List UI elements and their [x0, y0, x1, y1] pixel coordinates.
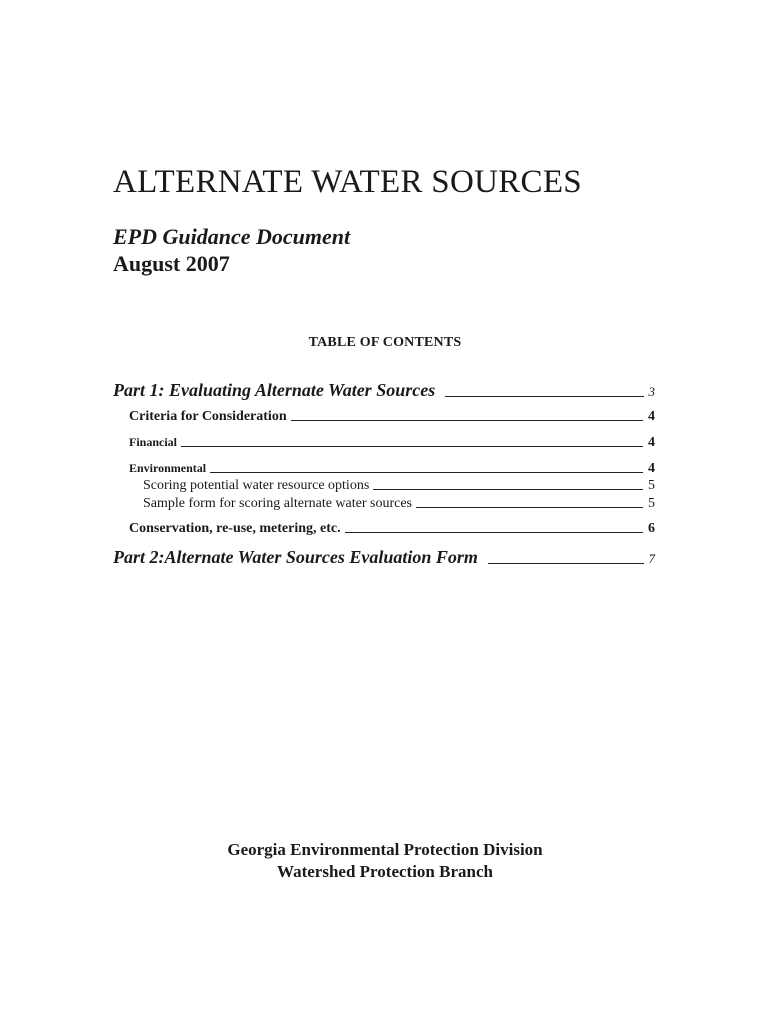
- toc-entry-page: 5: [648, 496, 655, 511]
- toc-entry-criteria: [129, 409, 655, 425]
- toc-entry-label: Financial: [129, 435, 178, 449]
- toc-heading: TABLE OF CONTENTS: [308, 335, 462, 350]
- toc-entry-page: 6: [648, 521, 655, 536]
- toc-leader-line: [488, 562, 644, 564]
- toc-entry-scoring: [143, 478, 655, 494]
- toc-leader-line: [291, 419, 643, 421]
- toc-entry-page: 5: [648, 478, 655, 493]
- toc-entry-financial: [129, 435, 655, 451]
- toc-entry-part-2: [113, 547, 655, 568]
- toc-entry-label: Conservation, re-use, metering, etc.: [129, 521, 341, 536]
- toc-entry-part-1: [113, 380, 655, 401]
- toc-leader-line: [345, 531, 643, 533]
- toc-entry-page: 3: [648, 384, 655, 399]
- toc-entry-page: 4: [648, 435, 655, 450]
- toc-leader-line: [181, 445, 643, 447]
- toc-leader-line: [373, 488, 643, 490]
- toc-leader-line: [210, 471, 643, 473]
- toc-entry-label: Sample form for scoring alternate water sources: [143, 496, 413, 511]
- document-title: ALTERNATE WATER SOURCES: [113, 164, 582, 200]
- toc-entry-conservation: [129, 521, 655, 537]
- footer-organization: Georgia Environmental Protection Division: [227, 840, 543, 859]
- toc-entry-page: 7: [648, 551, 655, 566]
- toc-entry-label: Part 2:Alternate Water Sources Evaluation Form: [113, 547, 478, 567]
- toc-entry-environmental: [129, 461, 655, 477]
- toc-entry-page: 4: [648, 409, 655, 424]
- document-subtitle: EPD Guidance Document: [113, 224, 351, 249]
- toc-entry-sample-form: [143, 496, 655, 512]
- toc-entry-label: Part 1: Evaluating Alternate Water Sources: [113, 380, 436, 400]
- toc-leader-line: [445, 395, 643, 397]
- toc-leader-line: [416, 506, 643, 508]
- toc-entry-label: Environmental: [129, 461, 207, 475]
- document-date: August 2007: [113, 251, 230, 276]
- toc-entry-page: 4: [648, 461, 655, 476]
- toc-entry-label: Criteria for Consideration: [129, 409, 287, 424]
- footer-branch: Watershed Protection Branch: [277, 862, 493, 881]
- toc-entry-label: Scoring potential water resource options: [143, 478, 370, 493]
